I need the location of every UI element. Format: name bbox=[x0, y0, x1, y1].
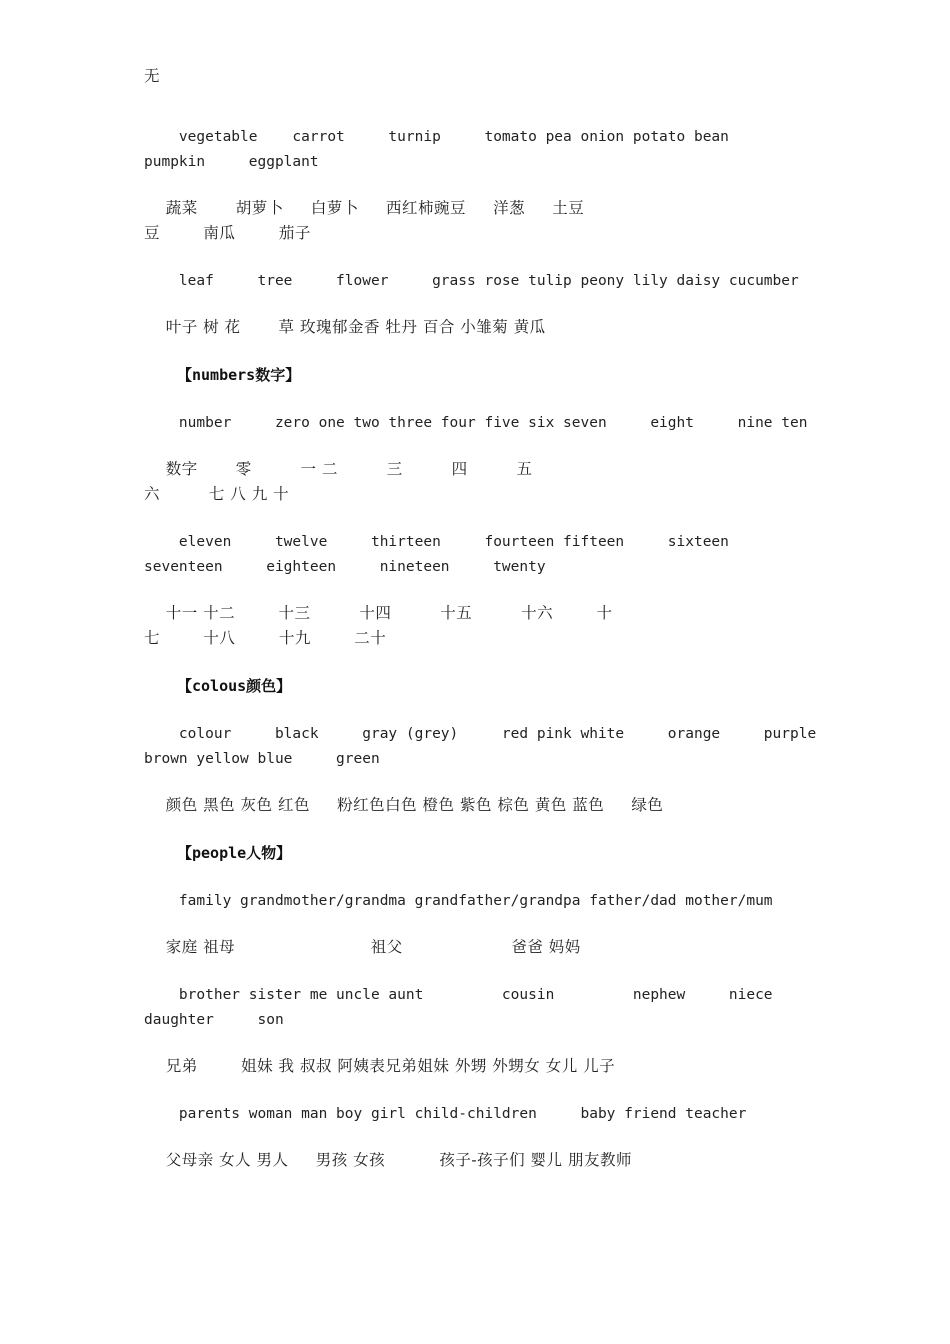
vegetables-en-line-2: pumpkin eggplant bbox=[144, 154, 319, 170]
plants-en-line: leaf tree flower grass rose tulip peony lily daisy cucumber bbox=[144, 273, 799, 289]
teens-cn-line-2: 七 十八 十九 二十 bbox=[144, 629, 387, 647]
vegetables-cn-line-2: 豆 南瓜 茄子 bbox=[144, 224, 311, 242]
teens-en-line-1: eleven twelve thirteen fourteen fifteen sixteen bbox=[144, 534, 729, 550]
vegetables-cn-line-1: 蔬菜 胡萝卜 白萝卜 西红柿豌豆 洋葱 土豆 bbox=[144, 199, 585, 217]
numbers-cn-line-2: 六 七 八 九 十 bbox=[144, 485, 290, 503]
teens-cn-line-1: 十一 十二 十三 十四 十五 十六 十 bbox=[144, 604, 613, 622]
vegetables-en-line-1: vegetable carrot turnip tomato pea onion potato bean bbox=[144, 129, 729, 145]
relatives-en-line-2: daughter son bbox=[144, 1012, 284, 1028]
colours-cn-line: 颜色 黑色 灰色 红色 粉红色白色 橙色 紫色 棕色 黄色 蓝色 绿色 bbox=[144, 796, 664, 814]
relatives-en-line-1: brother sister me uncle aunt cousin nephew niece bbox=[144, 987, 773, 1003]
family-cn-line: 家庭 祖母 祖父 爸爸 妈妈 bbox=[144, 938, 581, 956]
colours-en-line-2: brown yellow blue green bbox=[144, 751, 380, 767]
teens-en-line-2: seventeen eighteen nineteen twenty bbox=[144, 559, 546, 575]
people-en-line: parents woman man boy girl child-children baby friend teacher bbox=[144, 1106, 747, 1122]
section-heading-colours: 【colous颜色】 bbox=[177, 677, 292, 695]
relatives-cn-line: 兄弟 姐妹 我 叔叔 阿姨表兄弟姐妹 外甥 外甥女 女儿 儿子 bbox=[144, 1057, 616, 1075]
doc-line-wu: 无 bbox=[144, 67, 161, 85]
numbers-cn-line-1: 数字 零 一 二 三 四 五 bbox=[144, 460, 533, 478]
family-en-line: family grandmother/grandma grandfather/grandpa father/dad mother/mum bbox=[144, 893, 773, 909]
plants-cn-line: 叶子 树 花 草 玫瑰郁金香 牡丹 百合 小雏菊 黄瓜 bbox=[144, 318, 546, 336]
section-heading-numbers: 【numbers数字】 bbox=[177, 366, 301, 384]
numbers-en-line: number zero one two three four five six seven eight nine ten bbox=[144, 415, 808, 431]
colours-en-line-1: colour black gray (grey) red pink white orange purple bbox=[144, 726, 817, 742]
people-cn-line: 父母亲 女人 男人 男孩 女孩 孩子-孩子们 婴儿 朋友教师 bbox=[144, 1151, 632, 1169]
section-heading-people: 【people人物】 bbox=[177, 844, 292, 862]
